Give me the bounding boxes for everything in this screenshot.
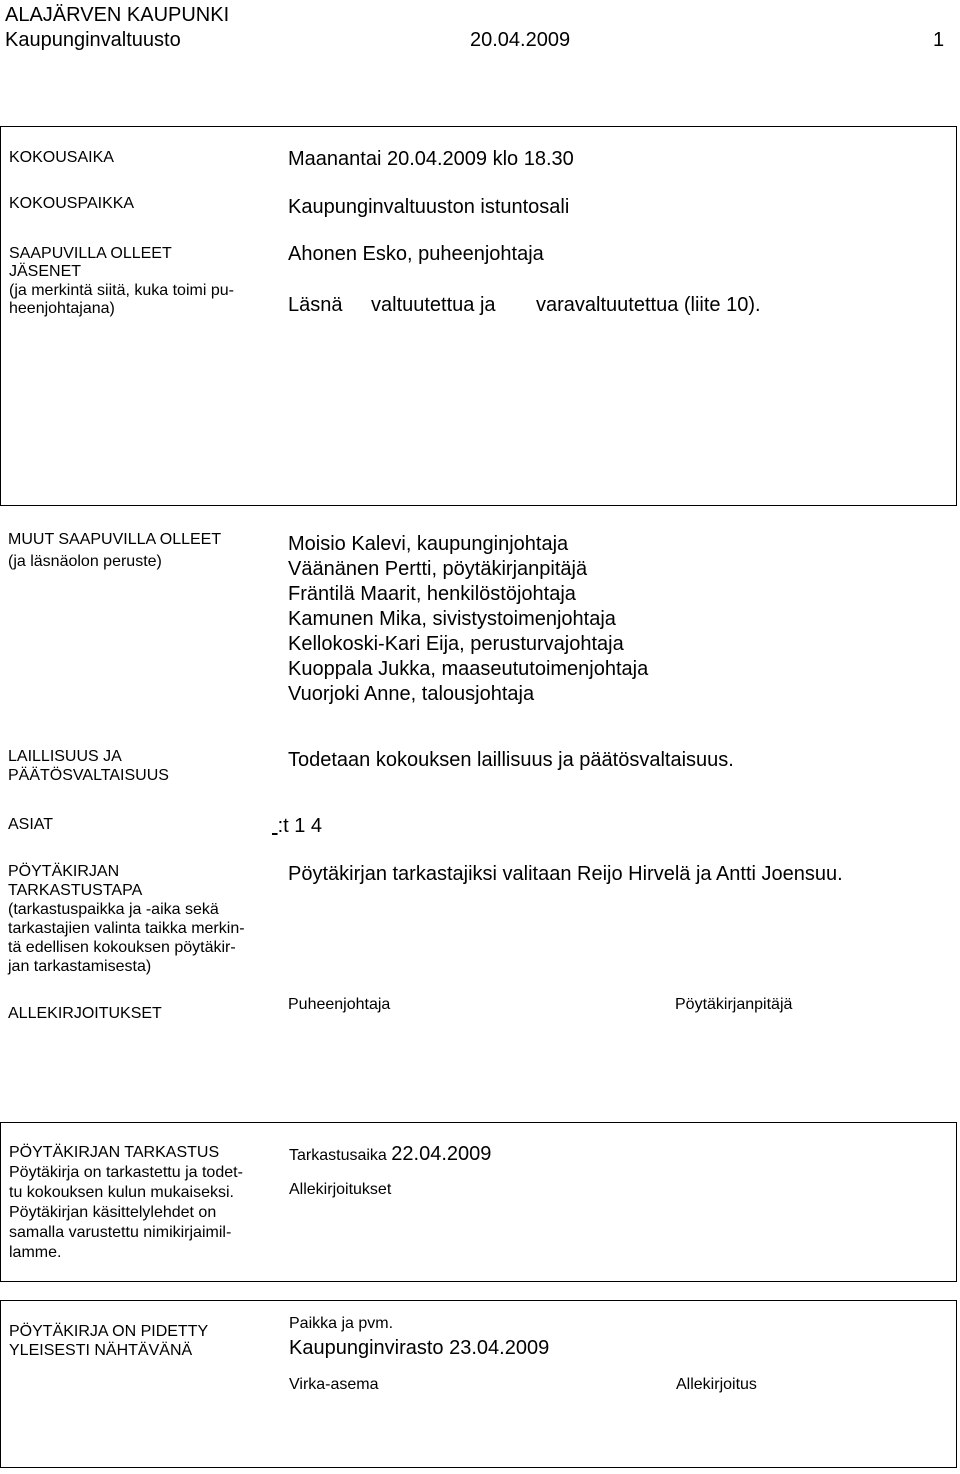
- legality-label-2: PÄÄTÖSVALTAISUUS: [8, 767, 169, 784]
- place-label: KOKOUSPAIKKA: [9, 195, 135, 212]
- members-label-2: JÄSENET: [9, 263, 82, 280]
- others-label-1: MUUT SAAPUVILLA OLLEET: [8, 531, 222, 548]
- time-label: KOKOUSAIKA: [9, 149, 114, 166]
- body-name: Kaupunginvaltuusto: [5, 29, 181, 51]
- public-label-2: YLEISESTI NÄHTÄVÄNÄ: [9, 1342, 193, 1359]
- others-person: Kellokoski-Kari Eija, perusturvajohtaja: [288, 633, 624, 655]
- public-label-1: PÖYTÄKIRJA ON PIDETTY: [9, 1323, 209, 1340]
- present-word: Läsnä: [288, 294, 343, 316]
- signature-chair: Puheenjohtaja: [288, 996, 391, 1013]
- review-time-label: Tarkastusaika: [289, 1147, 387, 1164]
- page-number: 1: [933, 29, 945, 51]
- review-signatures: Allekirjoitukset: [289, 1181, 392, 1198]
- inspection-label: [8, 862, 245, 976]
- label-line: (tarkastuspaikka ja -aika sekä: [8, 901, 219, 918]
- label-line: tä edellisen kokouksen pöytäkir-: [8, 939, 236, 956]
- label-line: tu kokouksen kulun mukaiseksi.: [9, 1184, 234, 1201]
- others-list: [288, 532, 648, 707]
- others-label-2: (ja läsnäolon peruste): [8, 553, 162, 570]
- label-line: Pöytäkirja on tarkastettu ja todet-: [9, 1164, 243, 1181]
- present-councillors: valtuutettua ja: [371, 294, 496, 316]
- label-line: PÖYTÄKIRJAN: [8, 863, 120, 880]
- label-line: TARKASTUSTAPA: [8, 882, 143, 899]
- items-label: ASIAT: [8, 816, 54, 833]
- review-time: [289, 1142, 491, 1167]
- review-box: [0, 1122, 957, 1282]
- items-range: :t 1 4: [277, 815, 323, 837]
- present-deputies: varavaltuutettua (liite 10).: [536, 294, 761, 316]
- signatures-label: ALLEKIRJOITUKSET: [8, 1005, 162, 1022]
- public-place-value: Kaupunginvirasto 23.04.2009: [289, 1337, 550, 1359]
- label-line: Pöytäkirjan käsittelylehdet on: [9, 1204, 217, 1221]
- review-time-value: 22.04.2009: [391, 1143, 492, 1165]
- others-person: Kuoppala Jukka, maaseututoimenjohtaja: [288, 658, 649, 680]
- organization-name: ALAJÄRVEN KAUPUNKI: [5, 4, 230, 26]
- items-value: [272, 814, 322, 839]
- members-label-1: SAAPUVILLA OLLEET: [9, 245, 172, 262]
- header-date: 20.04.2009: [470, 29, 571, 51]
- legality-value: Todetaan kokouksen laillisuus ja päätösvaltaisuus.: [288, 749, 734, 771]
- meeting-info-box: [0, 126, 957, 506]
- public-signature: Allekirjoitus: [676, 1376, 757, 1393]
- label-line: PÖYTÄKIRJAN TARKASTUS: [9, 1144, 220, 1161]
- legality-label-1: LAILLISUUS JA: [8, 748, 122, 765]
- others-person: Kamunen Mika, sivistystoimenjohtaja: [288, 608, 616, 630]
- others-person: Vuorjoki Anne, talousjohtaja: [288, 683, 535, 705]
- others-person: Väänänen Pertti, pöytäkirjanpitäjä: [288, 558, 588, 580]
- members-label-4: heenjohtajana): [9, 300, 115, 317]
- inspection-value: Pöytäkirjan tarkastajiksi valitaan Reijo Hirvelä ja Antti Joensuu.: [288, 863, 843, 885]
- place-value: Kaupunginvaltuuston istuntosali: [288, 196, 570, 218]
- signature-secretary: Pöytäkirjanpitäjä: [675, 996, 793, 1013]
- public-box: [0, 1300, 957, 1468]
- time-value: Maanantai 20.04.2009 klo 18.30: [288, 148, 574, 170]
- public-position: Virka-asema: [289, 1376, 379, 1393]
- label-line: lamme.: [9, 1244, 62, 1261]
- label-line: tarkastajien valinta taikka merkin-: [8, 920, 245, 937]
- others-person: Fräntilä Maarit, henkilöstöjohtaja: [288, 583, 576, 605]
- others-person: Moisio Kalevi, kaupunginjohtaja: [288, 533, 569, 555]
- label-line: samalla varustettu nimikirjaimil-: [9, 1224, 232, 1241]
- chair-name: Ahonen Esko, puheenjohtaja: [288, 243, 544, 265]
- review-label: [9, 1143, 243, 1263]
- public-place-label: Paikka ja pvm.: [289, 1315, 394, 1332]
- members-label-3: (ja merkintä siitä, kuka toimi pu-: [9, 282, 234, 299]
- label-line: jan tarkastamisesta): [8, 958, 152, 975]
